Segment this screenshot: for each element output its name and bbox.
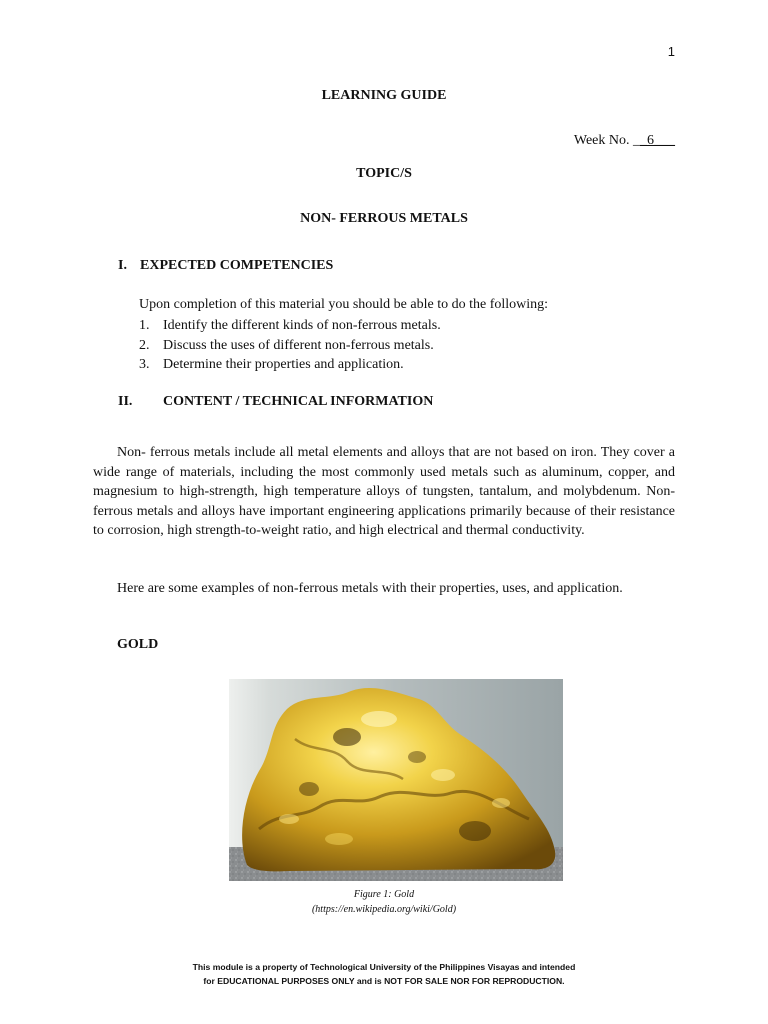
list-item-number: 1.: [139, 318, 150, 333]
topic-name: NON- FERROUS METALS: [300, 211, 468, 226]
paragraph-examples-intro: Here are some examples of non-ferrous metals with their properties, uses, and application.: [117, 581, 623, 596]
gold-nugget-illustration: [229, 679, 563, 881]
competencies-intro: Upon completion of this material you should be able to do the following:: [139, 297, 549, 312]
figure-caption: [0, 887, 768, 917]
gold-heading: GOLD: [117, 637, 159, 652]
topic-heading: TOPIC/S: [356, 166, 412, 181]
page-footer: [0, 960, 768, 988]
footer-line-2: for EDUCATIONAL PURPOSES ONLY and is NOT FOR SALE NOR FOR REPRODUCTION.: [203, 976, 565, 986]
section-title: CONTENT / TECHNICAL INFORMATION: [163, 394, 434, 409]
list-item: [139, 355, 441, 375]
section-number: I.: [118, 258, 127, 273]
list-item: [139, 336, 441, 356]
gold-nugget-image: [229, 679, 563, 881]
competency-list: [139, 316, 441, 375]
paragraph-non-ferrous-definition: Non- ferrous metals include all metal elements and alloys that are not based on iron. They cover a wide range of materials, including the most commonly used metals such as aluminum, copper, and magnesium to high-strength, high temperature alloys of tungsten, tantalum, and molybdenum. Non- ferrous metals and alloys have important engineering applications primarily because of their resistance to corrosion, high strength-to-weight ratio, and high electrical and thermal conductivity.: [93, 445, 675, 538]
section-expected-competencies: [118, 258, 333, 274]
week-number: [574, 133, 675, 149]
list-item-text: Discuss the uses of different non-ferrous metals.: [163, 337, 434, 353]
list-item-number: 3.: [139, 357, 150, 372]
footer-line-1: This module is a property of Technological University of the Philippines Visayas and intended: [192, 962, 576, 972]
caption-title: Figure 1: Gold: [353, 889, 415, 900]
list-item-text: Identify the different kinds of non-ferrous metals.: [163, 318, 441, 333]
week-label: Week No. _: [573, 133, 640, 148]
section-title: EXPECTED COMPETENCIES: [140, 258, 334, 273]
section-content-technical-information: [118, 394, 433, 410]
page-number: 1: [667, 44, 675, 59]
caption-source: (https://en.wikipedia.org/wiki/Gold): [311, 904, 457, 915]
section-number: II.: [118, 394, 133, 409]
list-item: [139, 316, 441, 336]
document-title: LEARNING GUIDE: [321, 88, 447, 103]
week-value: _6___: [640, 133, 675, 148]
list-item-number: 2.: [139, 337, 150, 353]
list-item-text: Determine their properties and application.: [163, 357, 404, 372]
